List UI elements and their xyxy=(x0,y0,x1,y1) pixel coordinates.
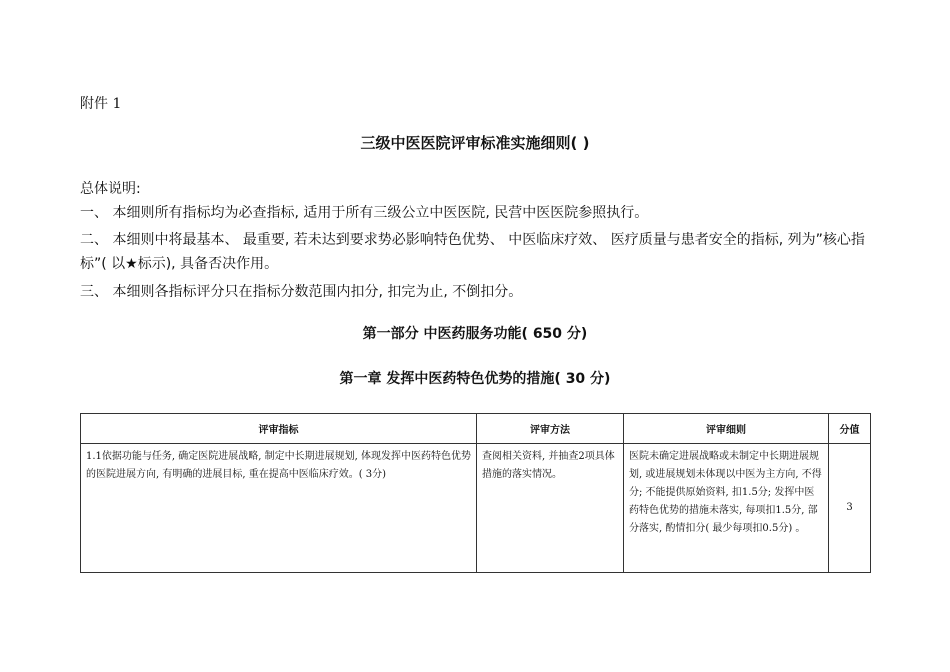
chapter-heading: 第一章 发挥中医药特色优势的措施( 30 分) xyxy=(339,371,611,387)
header-score: 分值 xyxy=(829,414,871,444)
document-title: 三级中医医院评审标准实施细则( ) xyxy=(360,134,590,152)
cell-score: 3 xyxy=(829,444,871,573)
cell-details: 医院未确定进展战略或未制定中长期进展规划, 或进展规划未体现以中医为主方向, 不得分; 不能提供原始资料, 扣1.5分; 发挥中医药特色优势的措施未落实, 每项扣1.5分, 部分落实, 酌情扣分( 最少每项扣0.5分) 。 xyxy=(624,444,829,573)
criteria-table xyxy=(80,413,871,573)
overview-paragraph-1: 一、 本细则所有指标均为必查指标, 适用于所有三级公立中医医院, 民营中医医院参照执行。 xyxy=(80,205,649,221)
attachment-label: 附件 1 xyxy=(80,96,122,112)
cell-method: 查阅相关资料, 并抽查2项具体措施的落实情况。 xyxy=(477,444,624,573)
overview-paragraph-3: 三、 本细则各指标评分只在指标分数范围内扣分, 扣完为止, 不倒扣分。 xyxy=(80,284,523,300)
overview-heading: 总体说明: xyxy=(80,181,141,197)
table-row xyxy=(81,444,871,573)
header-indicator: 评审指标 xyxy=(81,414,477,444)
header-method: 评审方法 xyxy=(477,414,624,444)
cell-indicator: 1.1依据功能与任务, 确定医院进展战略, 制定中长期进展规划, 体现发挥中医药特色优势的医院进展方向, 有明确的进展目标, 重在提高中医临床疗效。( 3分) xyxy=(81,444,477,573)
table-header-row xyxy=(81,414,871,444)
part-heading: 第一部分 中医药服务功能( 650 分) xyxy=(362,326,588,342)
header-details: 评审细则 xyxy=(624,414,829,444)
overview-paragraph-2: 二、 本细则中将最基本、 最重要, 若未达到要求势必影响特色优势、 中医临床疗效、 医疗质量与患者安全的指标, 列为”核心指标”( 以★标示), 具备否决作用。 xyxy=(80,232,865,272)
